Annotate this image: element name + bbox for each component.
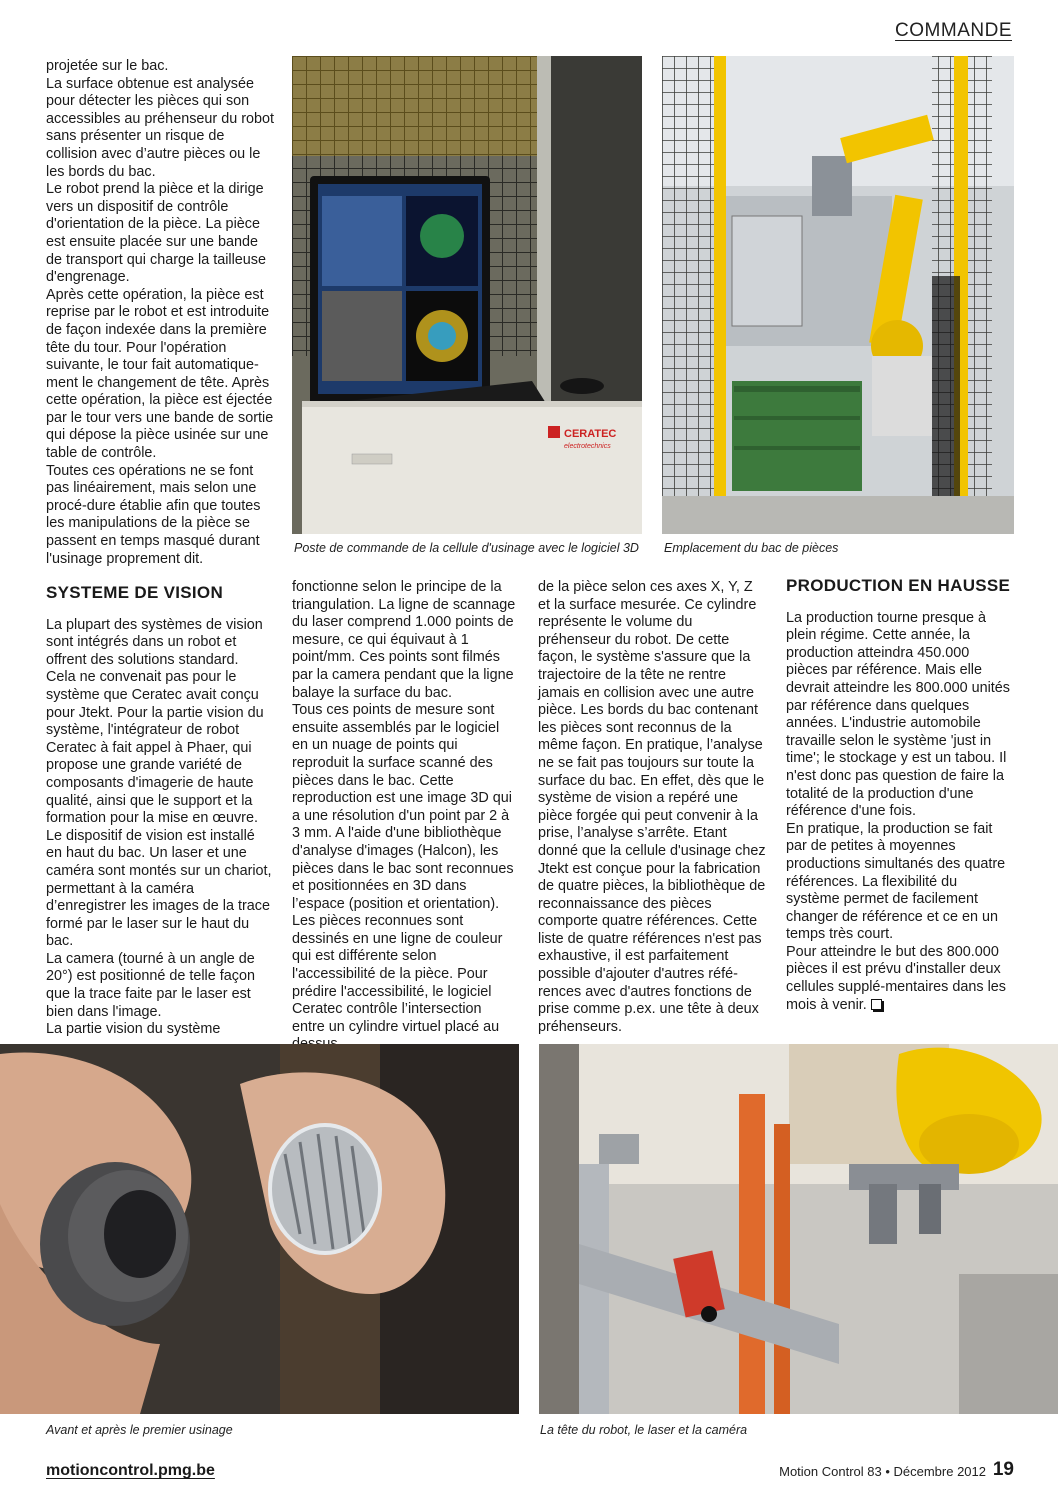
- parts-bin-photo: [662, 56, 1014, 534]
- paragraph: La partie vision du système: [46, 1021, 221, 1038]
- paragraph: La surface obtenue est analysée pour détecter les pièces qui son accessibles au préhenseur du robot sans présenter un risque de collision avec d’autre pièces ou le les bords du bac.: [46, 75, 274, 180]
- paragraph: [786, 944, 1014, 1014]
- ceratec-sublabel: electrotechnics: [564, 443, 611, 450]
- photo-caption: Emplacement du bac de pièces: [664, 541, 839, 555]
- paragraph: Après cette opération, la pièce est reprise par le robot et est introduite de façon indexée dans la première tête du tour. Pour l'opération suivante, le tour fait automatique-ment le changement de tête. Après cette opération, la pièce est éjectée par le tour vers une bande de sortie qui dépose la pièce usinée sur une table de contrôle.: [46, 286, 274, 462]
- photo-caption: La tête du robot, le laser et la caméra: [540, 1423, 748, 1437]
- intro-column: [46, 58, 276, 568]
- paragraph: Tous ces points de mesure sont ensuite assemblés par le logiciel en un nuage de points qui reproduit la surface scanné des pièces dans le bac. Cette reproduction est une image 3D qui a une résolution d'un point par 2 à 3 mm. A l'aide d'une bibliothèque d'analyse d'images (Halcon), les pièces dans le bac sont reconnues et positionnées en 3D dans l’espace (position et orientation). Les pièces reconnues sont dessinés en une ligne de couleur qui est différente selon l'accessibilité de la pièce. Pour prédire l'accessibilité, le logiciel Ceratec contrôle l’intersection entre un cylindre virtuel placé au: [292, 702, 514, 1035]
- paragraph: Le robot prend la pièce et la dirige vers un dispositif de contrôle d'orientation de la pièce. La pièce est ensuite placée sur une bande de transport qui charge la tailleuse d'engrenage.: [46, 181, 266, 286]
- control-station-photo: [292, 56, 642, 534]
- paragraph: Cela ne convenait pas pour le système que Ceratec avait conçu pour Jtekt. Pour la partie vision du système, l'intégrateur de robot Ceratec à fait appel à Phaer, qui propose une grande variété de composants d'imagerie de haute qualité, ainsi que le support et la formation pour la mise en œuvre.: [46, 669, 264, 827]
- section-tag: COMMANDE: [895, 20, 1012, 41]
- vision-column-2: [292, 579, 518, 1054]
- paragraph: Le dispositif de vision est installé en haut du bac. Un laser et une caméra sont montés sur un chariot, permettant à la caméra d’enregistrer les images de la trace formé par le laser sur le haut du bac.: [46, 827, 272, 950]
- photo-caption: Avant et après le premier usinage: [46, 1423, 233, 1437]
- ceratec-label: CERATEC: [564, 428, 617, 440]
- website-link[interactable]: motioncontrol.pmg.be: [46, 1462, 215, 1479]
- paragraph: fonctionne selon le principe de la triangulation. La ligne de scannage du laser comprend 1.000 points de mesure, ce qui équivaut à 1 point/mm. Ces points sont filmés par la camera pendant que la ligne balaye la surface du bac.: [292, 579, 516, 701]
- section-heading: PRODUCTION EN HAUSSE: [786, 576, 1011, 595]
- paragraph: La production tourne presque à plein régime. Cette année, la production atteindra 450.000 pièces par référence. Mais elle devrait atteindre les 800.000 unités par référence dans quelques années. L'industrie automobile travaille selon le système 'just in time'; le stockage y est un tabou. Il n'est donc pas question de faire la totalité de la production d'une référence d'une fois.: [786, 609, 1011, 820]
- gear-parts-photo: [0, 1044, 519, 1414]
- issue-info: Motion Control 83 • Décembre 2012: [779, 1464, 986, 1479]
- paragraph-text: Pour atteindre le but des 800.000 pièces il est prévu d'installer deux cellules supplé-mentaires dans les mois à venir.: [786, 943, 1006, 1013]
- section-heading: SYSTEME DE VISION: [46, 583, 224, 602]
- page-number: 19: [992, 1459, 1014, 1480]
- paragraph: de la pièce selon ces axes X, Y, Z et la surface mesurée. Ce cylindre représente le volume du préhenseur du robot. De cette façon, le système s'assure que la trajectoire de la tête ne rentre jamais en collision avec une autre pièce. Les bords du bac contenant les pièces sont reconnus de la même façon. En pratique, l’analyse ne se fait pas toujours sur toute la surface du bac. En effet, dès que le système de vision a repéré une pièce forgée qui peut convenir à la prise, l’analyse s’arrête. Etant donné que la cellule d'usinage chez Jtekt est conçue pour la fabrication de quatre pièces, la bibliothèque de reconnaissance des pièces comporte quatre références. Cette liste de quatre références n'est pas exhaustive, il est parfaitement possible d'ajouter d'autres réfé-rences avec d'autres fonctions de prise comme p.ex. une tête à deux préhenseurs.: [538, 579, 766, 1035]
- vision-column-3: [538, 579, 766, 1036]
- paragraph: La plupart des systèmes de vision sont intégrés dans un robot et offrent des solutions standard.: [46, 616, 263, 668]
- paragraph: La camera (tourné à un angle de 20°) est positionné de telle façon que la trace faite par le laser est bien dans l'image.: [46, 950, 255, 1020]
- production-column: [786, 577, 1014, 1014]
- end-of-article-icon: [871, 999, 882, 1010]
- paragraph: En pratique, la production se fait par de petites à moyennes productions simultanés des quatre références. La flexibilité du système permet de facilement changer de référence et ce en un temps très court.: [786, 820, 1006, 943]
- paragraph: projetée sur le bac.: [46, 58, 169, 74]
- robot-head-photo: [539, 1044, 1058, 1414]
- paragraph: Toutes ces opérations ne se font pas linéairement, mais selon une procé-dure établie afin que toutes les manipulations de la pièce se passent en temps masqué durant l'usinage proprement dit.: [46, 462, 261, 567]
- vision-column-1: [46, 584, 274, 1039]
- photo-caption: Poste de commande de la cellule d'usinage avec le logiciel 3D: [294, 541, 639, 555]
